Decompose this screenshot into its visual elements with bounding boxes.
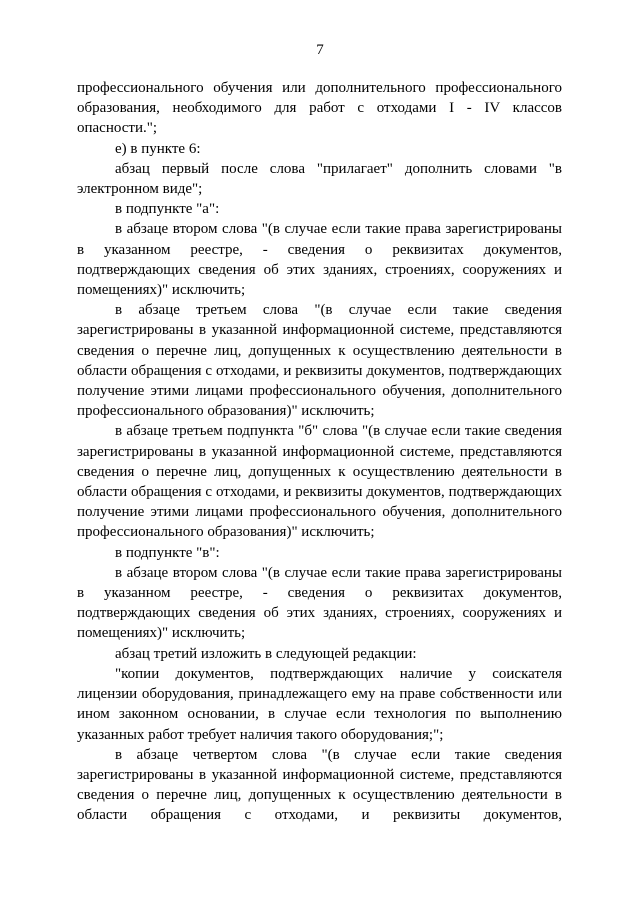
paragraph: в подпункте "в": [115, 544, 220, 561]
paragraph: в абзаце втором слова "(в случае если такие права зарегистрированы в указанном реестре, - сведения о реквизитах документов, подтверждающих сведения об этих зданиях, строениях, сооружениях и помещениях)" исключить; [77, 564, 562, 642]
paragraph: в абзаце втором слова "(в случае если такие права зарегистрированы в указанном реестре, - сведения о реквизитах документов, подтверждающих сведения об этих зданиях, строениях, сооружениях и помещениях)" исключить; [77, 221, 562, 299]
paragraph: "копии документов, подтверждающих наличие у соискателя лицензии оборудования, принадлежащего ему на праве собственности или ином законном основании, в случае если технология по выполнению указанных работ требует наличия такого оборудования;"; [77, 665, 562, 743]
paragraph: абзац третий изложить в следующей редакции: [115, 645, 417, 662]
paragraph: в абзаце третьем подпункта "б" слова "(в случае если такие сведения зарегистрированы в указанной информационной системе, представляются сведения о перечне лиц, допущенных к осуществлению деятельности в области обращения с отходами, и реквизиты документов, подтверждающих получение этими лицами профессионального обучения, дополнительного профессионального образования)" исключить; [77, 423, 562, 541]
paragraph: в абзаце четвертом слова "(в случае если такие сведения зарегистрированы в указанной информационной системе, представляются сведения о перечне лиц, допущенных к осуществлению деятельности в области обращения с отходами, и реквизиты документов, [77, 746, 562, 824]
paragraph: е) в пункте 6: [115, 140, 201, 157]
paragraph: в подпункте "а": [115, 201, 220, 218]
paragraph: профессионального обучения или дополнительного профессионального образования, необходимого для работ с отходами I - IV классов опасности."; [77, 80, 562, 137]
paragraph: в абзаце третьем слова "(в случае если такие сведения зарегистрированы в указанной информационной системе, представляются сведения о перечне лиц, допущенных к осуществлению деятельности в области обращения с отходами, и реквизиты документов, подтверждающих получение этими лицами профессионального обучения, дополнительного профессионального образования)" исключить; [77, 302, 562, 420]
page-number: 7 [316, 42, 324, 58]
document-body [77, 78, 562, 826]
paragraph: абзац первый после слова "прилагает" дополнить словами "в электронном виде"; [77, 160, 562, 198]
